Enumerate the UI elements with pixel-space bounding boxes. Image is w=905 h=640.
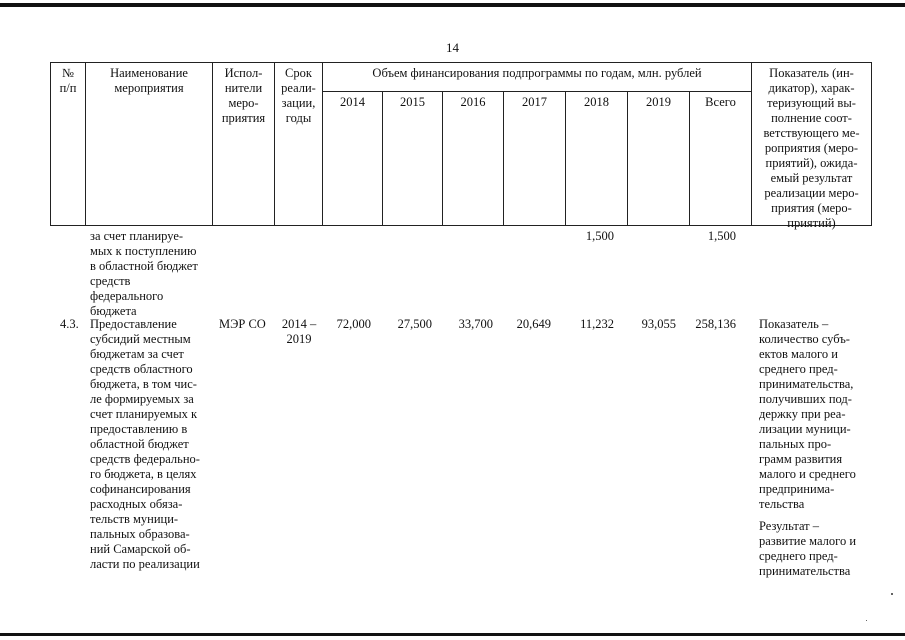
- header-year-2019: 2019: [646, 95, 671, 109]
- header-year-2015: 2015: [400, 95, 425, 109]
- header-executor: Испол- нители меро- приятия: [221, 66, 266, 125]
- row-43-indicator: Показатель – количество субъ- ектов малого и среднего пред- принимательства, получивших под- держку при реа- лизации муници- пальных про- грамм развития малого и среднего предпринима- тельства: [759, 317, 856, 511]
- row-prev-2018: 1,500: [585, 229, 614, 243]
- page-number: 14: [446, 40, 459, 55]
- row-prev-name: за счет планируе- мых к поступлению в областной бюджет средств федерального бюджета: [90, 229, 198, 318]
- row-43-2014: 72,000: [336, 317, 371, 331]
- header-year-2016: 2016: [460, 95, 486, 109]
- header-year-2014: 2014: [340, 95, 365, 109]
- row-43-2016: 33,700: [458, 317, 493, 331]
- scan-speck: [866, 620, 867, 621]
- row-43-2019: 93,055: [641, 317, 676, 331]
- header-year-2018: 2018: [584, 95, 609, 109]
- row-43-total: 258,136: [695, 317, 736, 331]
- bottom-border-rule: [0, 633, 905, 636]
- top-border-rule: [0, 3, 905, 7]
- row-43-executor: МЭР СО: [219, 317, 266, 331]
- header-funding-title: Объем финансирования подпрограммы по годам, млн. рублей: [372, 66, 702, 80]
- header-indicator: Показатель (ин- дикатор), харак- теризующий вы- полнение соот- ветствующего ме- роприятия (меро- приятий), ожида- емый результат реализации меро- приятия (меро- приятий): [763, 66, 860, 230]
- header-term: Срок реали- зации, годы: [281, 66, 316, 125]
- row-prev-total: 1,500: [707, 229, 736, 243]
- row-43-2015: 27,500: [397, 317, 432, 331]
- header-year-2017: 2017: [522, 95, 547, 109]
- row-43-term: 2014 – 2019: [281, 317, 317, 346]
- header-name: Наименование мероприятия: [110, 66, 188, 95]
- row-43-num: 4.3.: [60, 317, 79, 331]
- row-43-name: Предоставление субсидий местным бюджетам за счет средств областного бюджета, в том чис- ле формируемых за счет планируемых к предоставлению в областной бюджет средств федерально- го бюджета, в целях софинансирования расходных обяза- тельств муници- пальных образова- ний Самарской об- ласти по реализации: [90, 317, 200, 571]
- header-num: № п/п: [59, 66, 77, 95]
- row-43-result: Результат – развитие малого и среднего пред- принимательства: [759, 519, 857, 578]
- scan-speck: [891, 593, 893, 595]
- row-43-2017: 20,649: [516, 317, 551, 331]
- row-43-2018: 11,232: [580, 317, 614, 331]
- header-total: Всего: [705, 95, 736, 109]
